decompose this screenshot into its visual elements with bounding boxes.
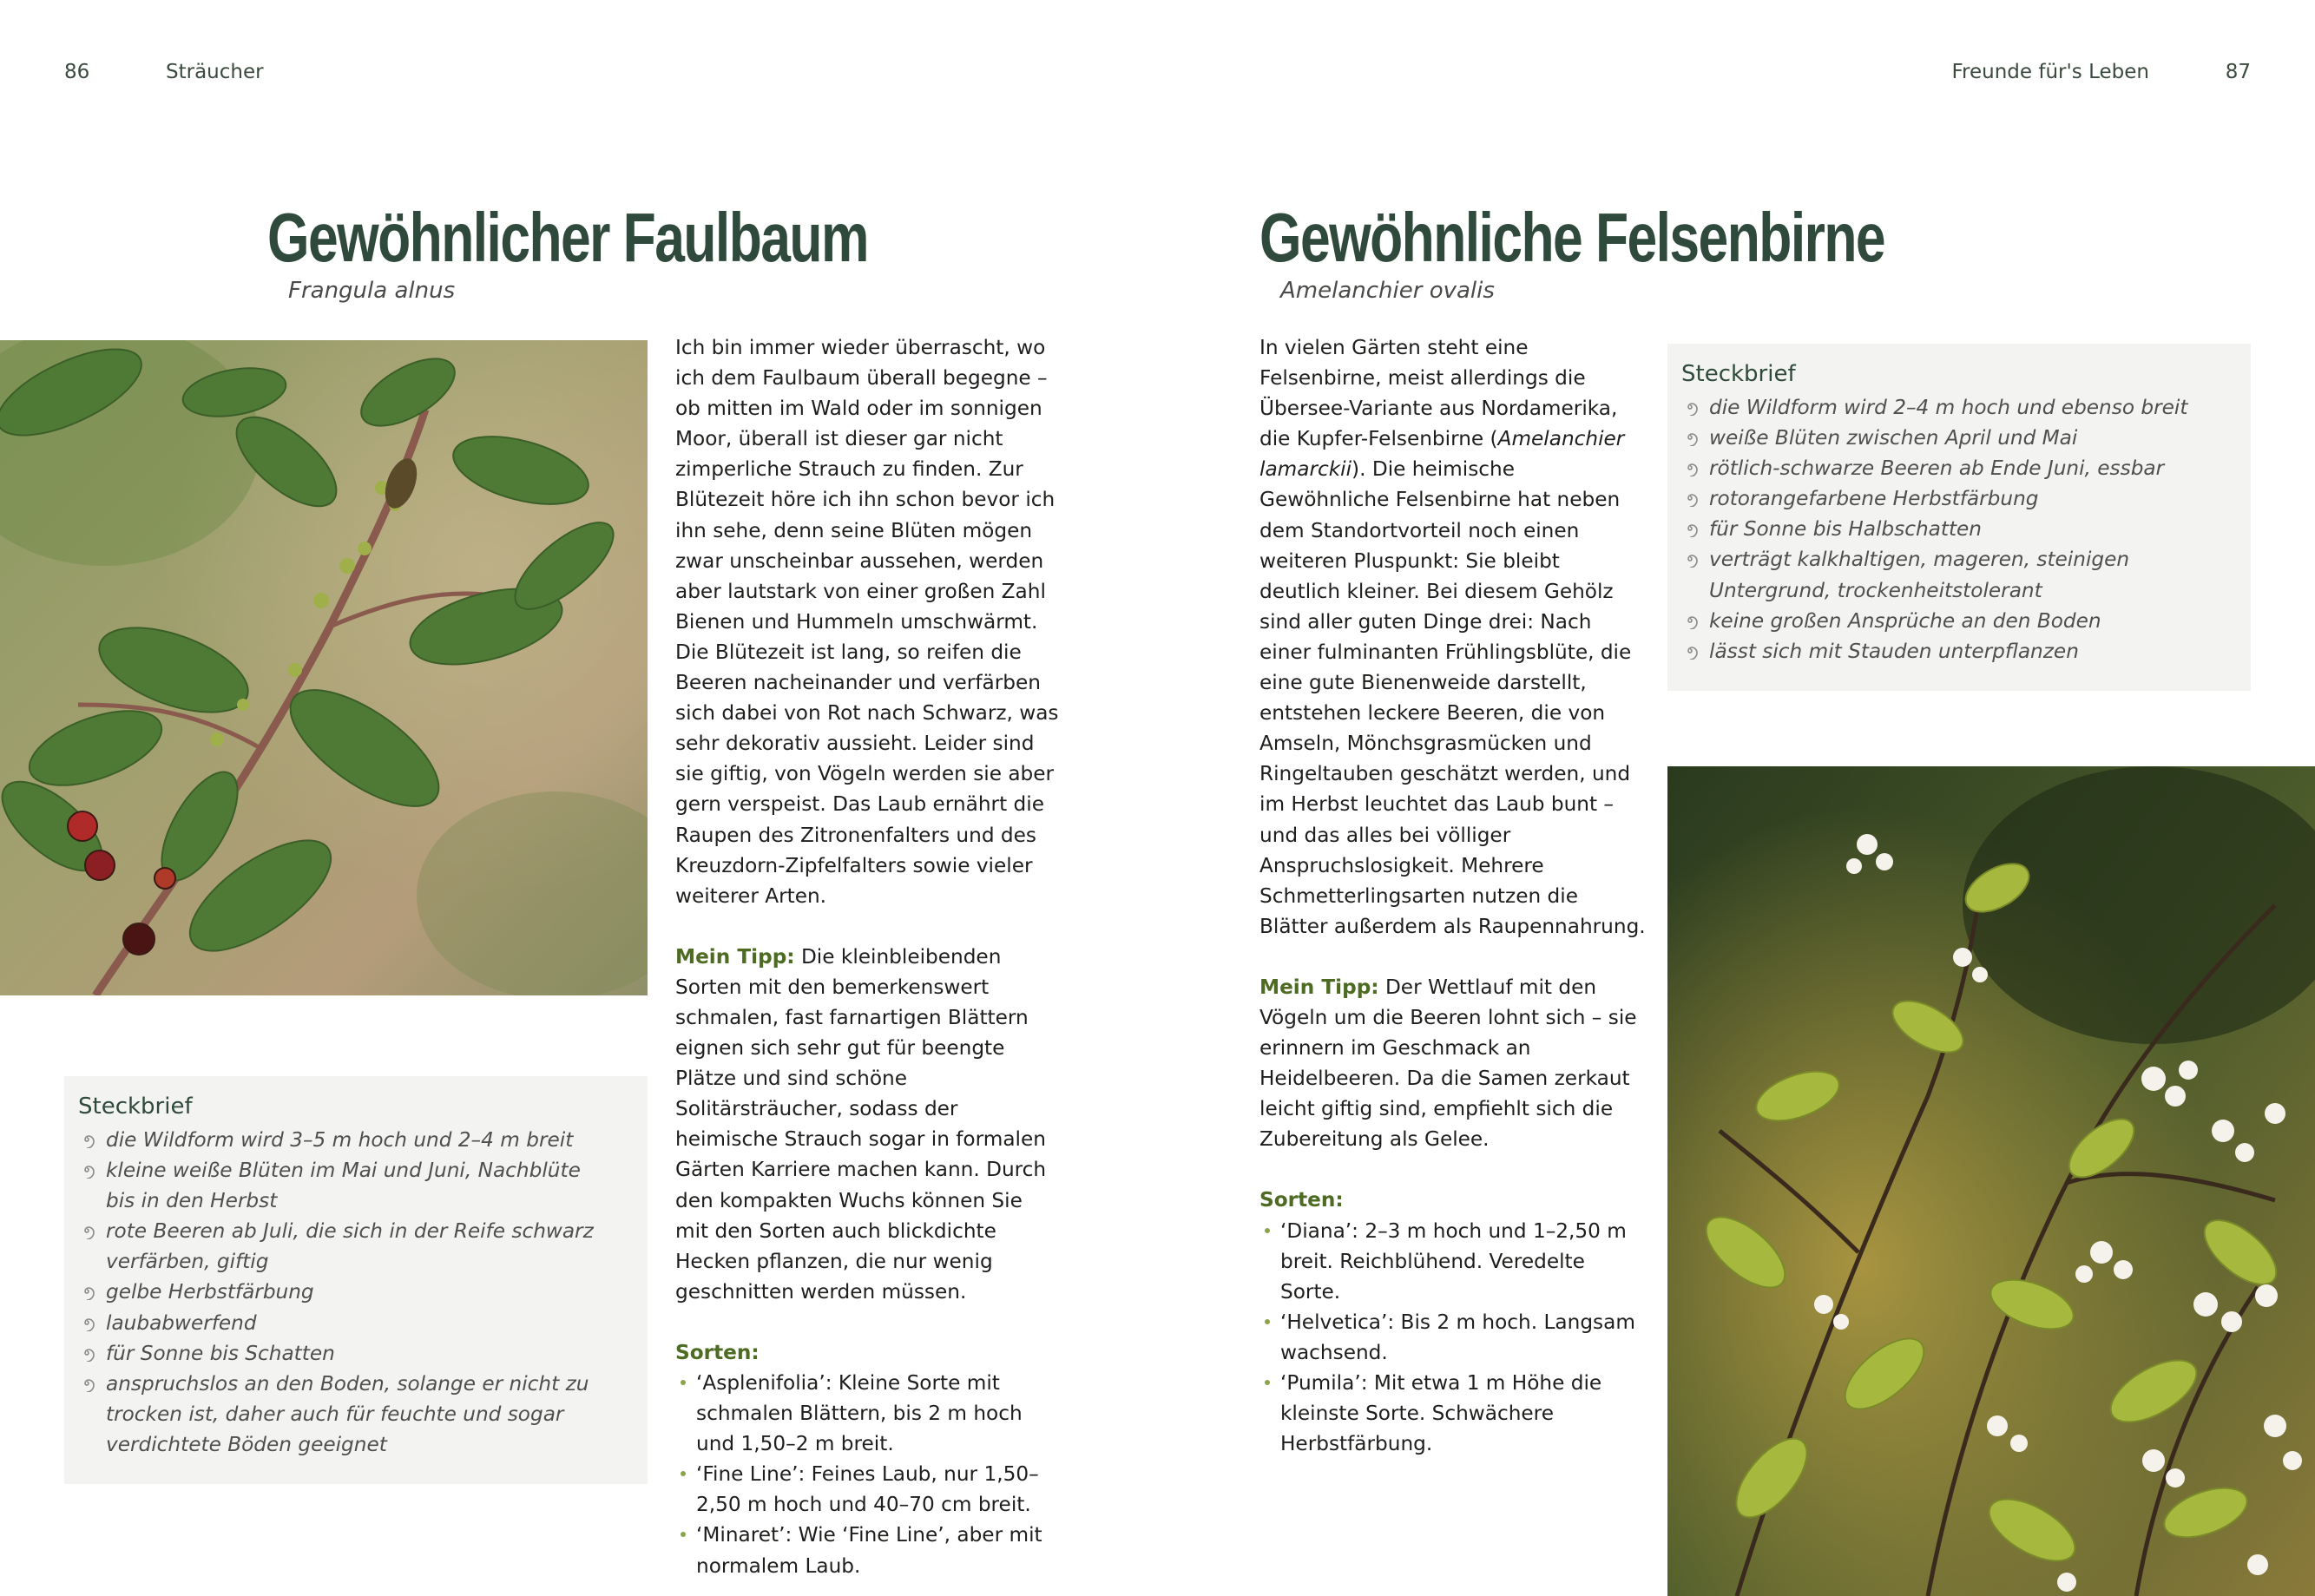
spiral-icon <box>1681 550 1699 568</box>
sort-item-asplenifolia: ‘Asplenifolia’: Kleine Sorte mit schmalen Blättern, bis 2 m hoch und 1,50–2 m breit. <box>675 1368 1062 1459</box>
faulbaum-steckbrief <box>64 1076 648 1484</box>
right-page-number: 87 <box>2225 61 2251 83</box>
steckbrief-item: rötlich-schwarze Beeren ab Ende Juni, essbar <box>1681 453 2220 483</box>
faulbaum-latin-name: Frangula alnus <box>288 278 456 304</box>
felsenbirne-tip-text: Der Wettlauf mit den Vögeln um die Beeren lohnt sich – sie erinnern im Geschmack an Heidelbeeren. Da die Samen zerkaut leicht giftig sind, empfiehlt sich die Zubereitung als Gelee. <box>1259 975 1637 1152</box>
spiral-icon <box>78 1222 95 1239</box>
steckbrief-item: anspruchslos an den Boden, solange er nicht zu trocken ist, daher auch für feuchte und sogar verdichtete Böden geeignet <box>78 1369 608 1460</box>
steckbrief-item: gelbe Herbstfärbung <box>78 1277 608 1307</box>
faulbaum-tip-label: Mein Tipp: <box>675 944 795 969</box>
steckbrief-item: laubabwerfend <box>78 1308 608 1338</box>
felsenbirne-photo <box>1667 766 2315 1596</box>
spiral-icon <box>1681 612 1699 629</box>
felsenbirne-sorts-heading: Sorten: <box>1259 1188 1344 1212</box>
felsenbirne-tip-label: Mein Tipp: <box>1259 975 1379 999</box>
felsenbirne-intro: In vielen Gärten steht eine Felsenbirne, meist allerdings die Übersee-Variante aus Nordamerika, die Kupfer-Felsenbirne (Amelanchier lamarckii). Die heimische Gewöhnliche Felsenbirne hat neben dem Standortvorteil noch einen weiteren Pluspunkt: Sie bleibt deutlich kleiner. Bei diesem Gehölz sind aller guten Dinge drei: Nach einer fulminanten Frühlingsblüte, die eine gute Bienenweide darstellt, entstehen leckere Beeren, die von Amseln, Mönchsgrasmücken und Ringeltauben geschätzt werden, und im Herbst leuchtet das Laub bunt – und das alles bei völliger Anspruchslosigkeit. Mehrere Schmetterlingsarten nutzen die Blätter außerdem als Raupennahrung. <box>1259 336 1646 938</box>
felsenbirne-steckbrief-title: Steckbrief <box>1681 361 1796 387</box>
sort-item-diana: ‘Diana’: 2–3 m hoch und 1–2,50 m breit. Reichblühend. Veredelte Sorte. <box>1259 1216 1646 1307</box>
spiral-icon <box>78 1375 95 1392</box>
faulbaum-sorts-heading: Sorten: <box>675 1340 760 1364</box>
sort-item-pumila: ‘Pumila’: Mit etwa 1 m Höhe die kleinste Sorte. Schwächere Herbstfärbung. <box>1259 1368 1646 1459</box>
spiral-icon <box>1681 459 1699 476</box>
steckbrief-item: lässt sich mit Stauden unterpflanzen <box>1681 636 2220 667</box>
steckbrief-item: kleine weiße Blüten im Mai und Juni, Nachblüte bis in den Herbst <box>78 1155 608 1216</box>
spiral-icon <box>1681 398 1699 416</box>
faulbaum-intro: Ich bin immer wieder überrascht, wo ich dem Faulbaum überall begegne – ob mitten im Wald oder im sonnigen Moor, überall ist dieser gar nicht zimperliche Strauch zu finden. Zur Blütezeit höre ich ihn schon bevor ich ihn sehe, denn seine Blüten mögen zwar unscheinbar aussehen, werden aber lautstark von einer großen Zahl Bienen und Hummeln umschwärmt. Die Blütezeit ist lang, so reifen die Beeren nacheinander und verfärben sich dabei von Rot nach Schwarz, was sehr dekorativ aussieht. Leider sind sie giftig, von Vögeln werden sie aber gern verspeist. Das Laub ernährt die Raupen des Zitronenfalters und des Kreuzdorn-Zipfelfalters sowie vieler weiterer Arten. <box>675 336 1059 908</box>
left-section-title: Sträucher <box>166 61 264 83</box>
spiral-icon <box>78 1344 95 1362</box>
spiral-icon <box>1681 520 1699 537</box>
felsenbirne-steckbrief-list <box>1681 392 2220 667</box>
faulbaum-steckbrief-title: Steckbrief <box>78 1094 193 1120</box>
faulbaum-title: Gewöhnlicher Faulbaum <box>267 199 868 276</box>
felsenbirne-intro-latin: Amelanchier lamarckii <box>1259 427 1625 482</box>
steckbrief-item: weiße Blüten zwischen April und Mai <box>1681 423 2220 453</box>
felsenbirne-tip <box>1259 972 1646 1155</box>
sort-item-helvetica: ‘Helvetica’: Bis 2 m hoch. Langsam wachsend. <box>1259 1307 1646 1368</box>
sort-item-fine-line: ‘Fine Line’: Feines Laub, nur 1,50–2,50 m hoch und 40–70 cm breit. <box>675 1459 1062 1520</box>
faulbaum-tip-text: Die kleinbleibenden Sorten mit den bemerkenswert schmalen, fast farnartigen Blättern eignen sich sehr gut für beengte Plätze und sind schöne Solitärsträucher, sodass der heimische Strauch sogar in formalen Gärten Karriere machen kann. Durch den kompakten Wuchs können Sie mit den Sorten auch blickdichte Hecken pflanzen, die nur wenig geschnitten werden müssen. <box>675 944 1047 1304</box>
spiral-icon <box>78 1161 95 1179</box>
steckbrief-item: für Sonne bis Halbschatten <box>1681 514 2220 544</box>
steckbrief-item: verträgt kalkhaltigen, mageren, steinigen Untergrund, trockenheitstolerant <box>1681 544 2220 605</box>
steckbrief-item: für Sonne bis Schatten <box>78 1338 608 1369</box>
right-section-title: Freunde für's Leben <box>1951 61 2149 83</box>
steckbrief-item: keine großen Ansprüche an den Boden <box>1681 606 2220 636</box>
felsenbirne-steckbrief <box>1667 344 2251 691</box>
faulbaum-tip <box>675 942 1062 1307</box>
steckbrief-item: rote Beeren ab Juli, die sich in der Reife schwarz verfärben, giftig <box>78 1216 608 1277</box>
sort-item-minaret: ‘Minaret’: Wie ‘Fine Line’, aber mit normalem Laub. <box>675 1520 1062 1580</box>
spiral-icon <box>78 1283 95 1300</box>
spiral-icon <box>78 1131 95 1148</box>
faulbaum-text-column <box>675 332 1062 1581</box>
spiral-icon <box>1681 429 1699 446</box>
spiral-icon <box>1681 642 1699 660</box>
felsenbirne-latin-name: Amelanchier ovalis <box>1280 278 1495 304</box>
spiral-icon <box>78 1314 95 1331</box>
steckbrief-item: rotorangefarbene Herbstfärbung <box>1681 483 2220 514</box>
felsenbirne-title: Gewöhnliche Felsenbirne <box>1259 199 1885 276</box>
left-page-number: 86 <box>64 61 90 83</box>
felsenbirne-text-column <box>1259 332 1646 1459</box>
faulbaum-photo <box>0 340 648 995</box>
faulbaum-steckbrief-list <box>78 1125 608 1460</box>
felsenbirne-sorts-list <box>1259 1216 1646 1460</box>
steckbrief-item: die Wildform wird 3–5 m hoch und 2–4 m breit <box>78 1125 608 1155</box>
spiral-icon <box>1681 489 1699 507</box>
faulbaum-sorts-list <box>675 1368 1062 1581</box>
steckbrief-item: die Wildform wird 2–4 m hoch und ebenso breit <box>1681 392 2220 423</box>
